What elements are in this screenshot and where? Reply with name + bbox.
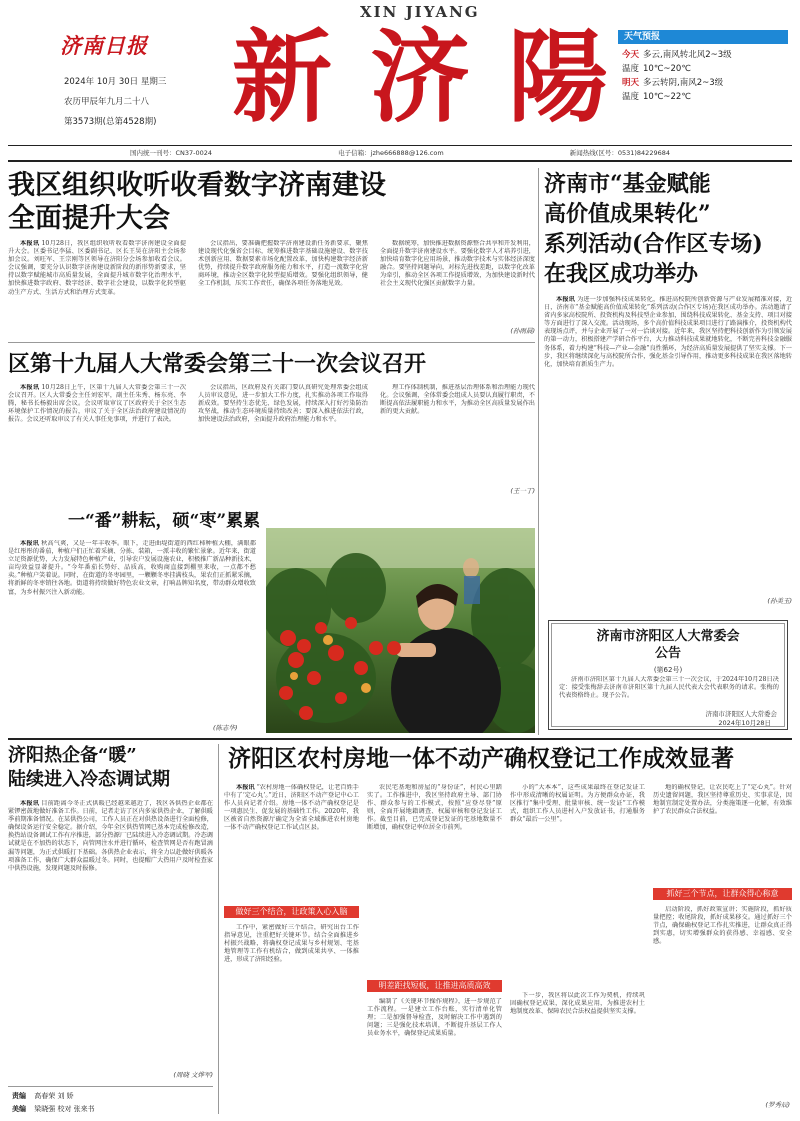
article6-banner-2: 明差距找短板，让推进高质高效	[367, 980, 502, 992]
article1-col1	[8, 240, 186, 336]
weather-today	[622, 48, 788, 62]
credits-line1-label: 责编	[12, 1092, 26, 1100]
info-email: 电子信箱：jzhe666888@126.com	[338, 149, 444, 157]
article2-col3	[380, 384, 535, 484]
article1-col2	[198, 240, 368, 336]
article6-banner-3: 抓好三个节点，让群众得心称意	[653, 888, 792, 900]
article6-col4-text: 地的确权登记，让农民吃上了“定心丸”。针对历史遗留问题，我区坚持尊重历史、实事求是，因地制宜制定处置办法，分类施策逐一化解，有效维护了农民群众合法权益。	[653, 784, 792, 816]
article6-col3b	[510, 992, 645, 1109]
weather-tomorrow-desc: 多云转阴,南风2~3级	[643, 78, 724, 88]
title-char-2: 济	[370, 17, 470, 136]
article1-author: (孙雨晨)	[510, 327, 535, 335]
paper-logo: 济南日报	[60, 33, 148, 58]
masthead-lunar: 农历甲辰年九月二十八	[64, 97, 150, 107]
article-rural-property	[224, 744, 792, 1116]
article6-col4b	[653, 906, 792, 1098]
notice-body: 济南市济阳区第十九届人大常委会第三十一次会议，于2024年10月28日决定：接受张梅辞去济南市济阳区第十九届人民代表大会代表职务的请求。张梅的代表资格终止。现予公告。	[559, 676, 779, 700]
info-bar-top-rule	[8, 145, 792, 146]
article4-body-text: 为进一步加强科技成果转化，推进高校院所创新资源与产业发展精准对接，近日，济南市“基金赋能高价值成果转化”系列活动(合作区专场)在我区成功举办。活动邀请了省内多家高校院所、投资机构及科技型企业参加，围绕科技成果转化、基金支持、项目对接等方面进行了深入交流。活动现场，多个高价值科技成果项目进行了路演推介，投资机构代表现场点评，并与企业开展了一对一洽谈对接。近年来，我区坚持把科技创新作为引领发展的第一动力，积极搭建产学研合作平台，大力推动科技成果就地转化，不断完善科技金融服务体系，着力构建“科技—产业—金融”良性循环，为经济高质量发展提供了坚实支撑。下一步，我区将继续深化与高校院所合作，强化基金引导作用，推动更多科技成果在我区落地转化，加快培育新质生产力。	[544, 296, 792, 368]
article1-col3-text: 数据统筹，加快推进数据资源整合共享和开发利用，全面提升数字济南建设水平。要强化数字人才培养引进，加快培育数字化应用场景，推动数字技术与实体经济深度融合。要坚持问题导向，对标先进找差距，以数字化改革为牵引，推动全区各项工作提质增效，为加快建设新时代社会主义现代化强区贡献数字力量。	[380, 240, 535, 288]
notice-number: (第62号)	[653, 666, 683, 674]
article2-col2	[198, 384, 368, 494]
article2-col1-text: 10月28日上午，区第十九届人大常委会第三十一次会议召开。区人大常委会主任刘宏军，副主任朱秀、杨东亮、李腾，秘书长杨毅出席会议。会议听取审议了区政府关于全区生态环境保护工作情况的报告，审议了关于全区法治政府建设情况的报告。会议还听取审议了有关人事任免事项，并进行了表决。	[8, 384, 186, 424]
article1-title-line1: 我区组织收听收看数字济南建设	[8, 170, 386, 201]
article3-author: (陈志华)	[213, 724, 238, 732]
article6-col2b	[367, 998, 502, 1109]
article6-author: (罗秀辰)	[765, 1101, 790, 1109]
rule-a1	[8, 342, 535, 343]
article1-col2-text: 会议指出，要准确把握数字济南建设新任务新要求，聚焦建设现代化强省会目标，统筹推进数字基础设施建设、数字技术创新应用、数据要素市场化配置改革，加快构建数字经济新优势，持续提升数字政府服务能力和水平，打造一流数字化营商环境，推动全区数字化转型提质增效。要强化组织领导，健全工作机制，压实工作责任，确保各项任务落地见效。	[198, 240, 368, 288]
tomato-photo	[266, 528, 535, 733]
article4-title-line3: 系列活动(合作区专场)	[544, 231, 763, 257]
masthead-issue: 第3573期(总第4528期)	[64, 117, 157, 127]
masthead-title	[232, 14, 608, 139]
notice-title: 济南市济阳区人大常委会	[596, 629, 740, 644]
article5-author: (周晓 文烨军)	[173, 1071, 213, 1079]
credits-line2-label: 美编	[12, 1105, 26, 1113]
article2-title: 区第十九届人大常委会第三十一次会议召开	[8, 351, 427, 377]
article6-col3	[510, 784, 645, 984]
article1-col1-text: 10月28日，我区组织收听收看数字济南建设全面提升大会。区委书记李猛、区委副书记、区长王昊在济阳主会场参加会议。刘旺军、王宗刚等区领导在济阳分会场参加收看会议。会议强调，要充分认识数字济南建设新阶段的新形势新要求，坚持以数字赋能城市高质量发展，全面提升城市数字化治理水平，加快推进数字政府、数字经济、数字社会建设，以数字化转型驱动生产方式、生活方式和治理方式变革。	[8, 240, 186, 296]
rule-a5	[218, 744, 219, 1114]
masthead	[0, 0, 800, 145]
notice-sign: 济南市济阳区人大常委会	[705, 710, 777, 718]
weather-today-desc: 多云,南风转北风2~3级	[643, 50, 732, 60]
article6-col1b	[224, 924, 359, 1109]
article5-title-line2: 陆续进入冷态调试期	[8, 769, 170, 790]
info-bar	[130, 147, 670, 159]
article2-author: (王一丁)	[510, 487, 535, 495]
rule-right-col	[538, 168, 539, 735]
article-digital-jinan	[8, 168, 535, 338]
notice-date: 2024年10月28日	[718, 719, 771, 727]
article4-byline: 本报讯	[556, 296, 575, 303]
weather-tomorrow-temp-value: 10℃~22℃	[643, 92, 691, 102]
weather-today-temp-value: 10℃~20℃	[643, 64, 691, 74]
article5-body	[8, 800, 213, 1068]
article1-title-line2: 全面提升大会	[8, 203, 170, 234]
article6-col2b-text: 编制了《关键环节操作规程》，进一步规范了工作流程。一是建立工作台账，实行清单化管理；二是加强督导检查，及时解决工作中遇到的问题；三是强化技术培训，不断提升基层工作人员业务水平，确保登记成果质量。	[367, 998, 502, 1038]
weather-header-label: 天气预报	[624, 32, 661, 42]
article6-title: 济阳区农村房地一体不动产确权登记工作成效显著	[228, 745, 734, 772]
article6-byline: 本报讯	[236, 784, 255, 791]
title-char-3: 陽	[508, 17, 608, 136]
rule-lower-section	[8, 738, 792, 740]
weather-tomorrow	[622, 76, 788, 90]
article6-col2-text: 农民宅基地和房屋的“身份证”，村民心里踏实了。工作推进中，我区坚持政府主导、部门协作、群众参与的工作模式，按照“应登尽登”原则，全面开展地籍调查、权属审核和登记发证工作。截至目前，已完成登记发证的宅基地数量不断增加，确权登记率位居全市前列。	[367, 784, 502, 832]
article3-title: 一“番”耕耘，硕“枣”累累	[68, 511, 261, 531]
npc-notice-box	[548, 620, 788, 730]
info-hotline: 新闻热线(区号：0531)84229684	[569, 149, 670, 157]
article4-author: (孙美玉)	[767, 597, 792, 605]
article4-body	[544, 296, 792, 596]
article6-banner-1: 做好三个结合，让政策入心入脑	[224, 906, 359, 918]
article6-col1-text: “农村房地一体确权登记，让老百姓手中有了‘定心丸’。”近日，济阳区不动产登记中心工作人员向记者介绍。房地一体不动产确权登记是一项惠民生、促发展的基础性工作。2020年，我区被省自然资源厅确定为全省全域推进农村房地一体不动产确权登记工作试点区县。	[224, 784, 359, 832]
weather-tomorrow-label: 明天	[622, 78, 640, 88]
tomato-photo-illustration	[266, 528, 535, 733]
article5-body-text: 目前距离今冬正式供暖已经越来越近了，我区各供热企业都在紧锣密鼓地做好准备工作。日前，记者走访了区内多家供热企业，了解供暖季前期准备情况。在某供热公司，工作人员正在对供热设备进行全面检修，确保设备运行安全稳定。据介绍，今年全区供热管网已基本完成检修改造，换热站设备调试工作有序推进，部分热源厂已陆续进入冷态调试期。冷态调试就是在不加热的状态下，向管网注水并进行循环，检查管网是否有跑冒滴漏等问题，为正式供暖打下基础。各供热企业表示，将全力以赴做好供暖各项准备工作，确保广大群众温暖过冬。同时，也提醒广大热用户及时检查家中供热设施，发现问题及时报修。	[8, 800, 213, 872]
masthead-date: 2024年 10月 30日 星期三	[64, 77, 167, 87]
weather-header	[618, 30, 788, 44]
article-heating	[8, 744, 213, 1084]
masthead-pinyin: XIN JIYANG	[360, 3, 480, 21]
weather-today-temp	[622, 62, 788, 76]
weather-tomorrow-temp	[622, 90, 788, 104]
title-char-1: 新	[232, 17, 332, 136]
article3-body-text: 秋高气爽，又是一年丰收季。眼下，走进曲堤街道的西红柿种植大棚，满眼都是红彤彤的番茄，种植户们正忙着采摘、分拣、装箱，一派丰收的繁忙景象。近年来，街道立足资源优势，大力发展特色种植产业，引导农户发展设施农业，积极推广新品种新技术，亩均效益显著提升。“今年番茄长势好、品质高，收购商直接到棚里来收，一点都不愁卖。”种植户笑着说。同时，在街道的冬枣园里，一颗颗冬枣挂满枝头，果农们正抓紧采摘，将新鲜的冬枣销往各地。街道将持续做好特色农业文章，打响品牌知名度，带动群众增收致富，为乡村振兴注入新动能。	[8, 540, 256, 596]
notice-subtitle: 公告	[654, 646, 681, 661]
weather-today-temp-label: 温度	[622, 64, 640, 74]
article5-title-line1: 济阳热企备“暖”	[8, 745, 137, 766]
article2-col3-text: 理工作体制机制，推进基层治理体系和治理能力现代化。会议强调，全体常委会组成人员要认真履行职责，不断提高依法履职能力和水平，为推动全区高质量发展作出新的更大贡献。	[380, 384, 535, 416]
weather-today-label: 今天	[622, 50, 640, 60]
article5-byline: 本报讯	[20, 800, 40, 807]
weather-box	[618, 30, 788, 120]
article6-col4b-text: 启动阶段，抓好政策宣讲；实施阶段，抓好质量把控；收尾阶段，抓好成果移交。通过抓好三个节点，确保确权登记工作扎实推进，让群众真正得到实惠，切实增强群众的获得感、幸福感、安全感。	[653, 906, 792, 946]
credits-box	[8, 1086, 213, 1116]
article2-byline: 本报讯	[20, 384, 40, 391]
article6-col4	[653, 784, 792, 884]
article6-col3-text: 小的“大本本”，这些成果最终在登记发证工作中形成清晰的权属证明。为方便群众办证，我区推行“集中受理、批量审核、统一发证”工作模式，组织工作人员进村入户发放证书，打通服务群众“最后一公里”。	[510, 784, 645, 824]
article4-title-line1: 济南市“基金赋能	[544, 171, 711, 197]
article6-col2	[367, 784, 502, 964]
article2-col2-text: 会议指出，区政府及有关部门要认真研究处理常委会组成人员审议意见，进一步加大工作力度，扎实推动各项工作取得新成效。要坚持生态优先、绿色发展，持续深入打好污染防治攻坚战，推动生态环境质量持续改善；要深入推进依法行政，加快建设法治政府，全面提升政府治理能力和水平。	[198, 384, 368, 424]
article-fund-empowerment	[544, 168, 792, 608]
credits-line2	[12, 1104, 95, 1114]
info-bar-bottom-rule	[8, 160, 792, 162]
article1-byline: 本报讯	[20, 240, 40, 247]
article4-title-line4: 在我区成功举办	[544, 261, 699, 287]
article4-title-line2: 高价值成果转化”	[544, 201, 711, 227]
article6-col1	[224, 784, 359, 900]
article2-col1	[8, 384, 186, 494]
article6-col3b-text: 下一步，我区将以此次工作为契机，持续巩固确权登记成果，深化成果应用，为推进农村土地制度改革、保障农民合法权益提供坚实支撑。	[510, 992, 645, 1016]
credits-line2-value: 梁晓强 校对 张来书	[34, 1105, 95, 1113]
article6-col1b-text: 工作中，紧密做好三个结合，研究出台工作指导意见，注重把好关键环节。结合全面推进乡村振兴战略，将确权登记成果与乡村规划、宅基地管理等工作有机结合，做到成果共享、一体推进，形成了济阳经验。	[224, 924, 359, 964]
article3-byline: 本报讯	[20, 540, 39, 547]
credits-line1-value: 高春荣 刘 娇	[34, 1092, 74, 1100]
article3-body	[8, 540, 256, 730]
credits-line1	[12, 1091, 74, 1101]
weather-tomorrow-temp-label: 温度	[622, 92, 640, 102]
info-cn: 国内统一刊号：CN37-0024	[130, 149, 213, 157]
article-npc-meeting	[8, 348, 535, 498]
article1-col3	[380, 240, 535, 326]
article-tomato-harvest	[8, 510, 535, 735]
